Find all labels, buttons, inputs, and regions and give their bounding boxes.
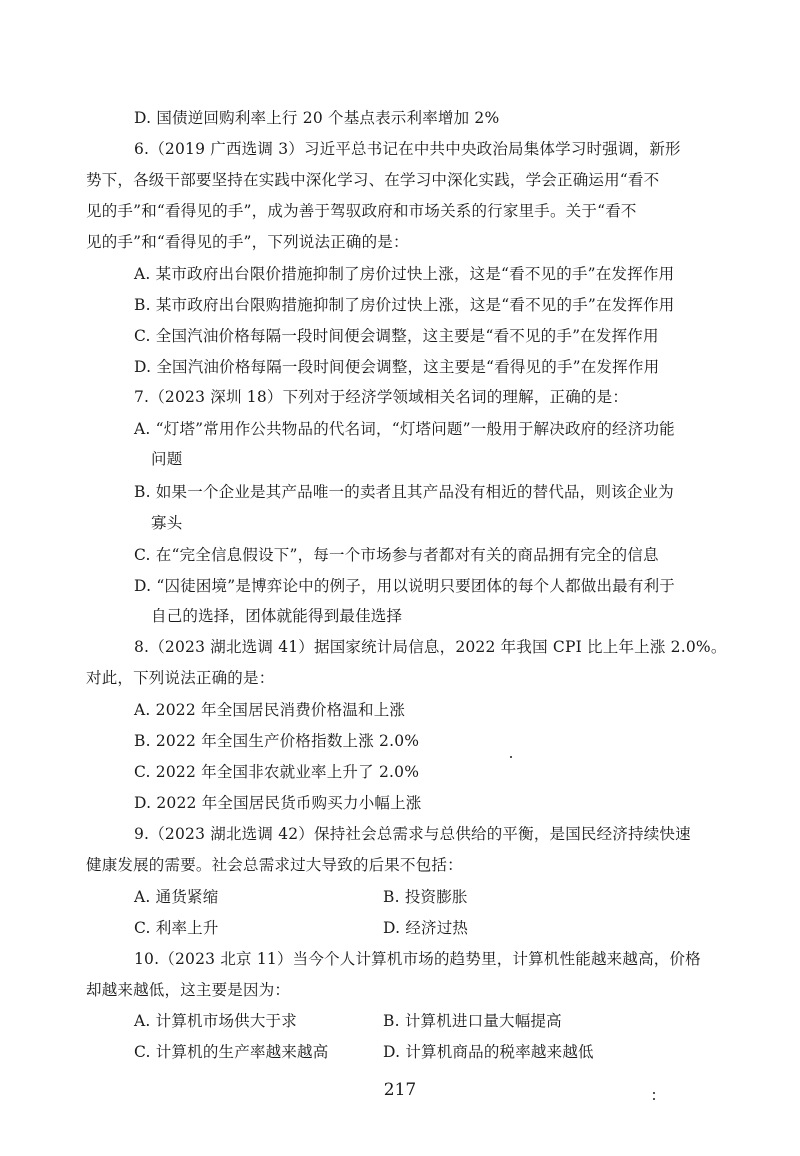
q10-stem-line-1: 10.（2023 北京 11）当今个人计算机市场的趋势里，计算机性能越来越高，价格 xyxy=(134,950,701,968)
q6-stem-line-2: 势下，各级干部要坚持在实践中深化学习、在学习中深化实践，学会正确运用“看不 xyxy=(86,171,660,189)
q9-option-a: A. 通货紧缩 xyxy=(134,888,219,906)
q10-option-c: C. 计算机的生产率越来越高 xyxy=(134,1043,329,1061)
q7-option-b-line-2: 寡头 xyxy=(151,514,183,532)
q8-option-a: A. 2022 年全国居民消费价格温和上涨 xyxy=(134,701,406,719)
q9-option-b: B. 投资膨胀 xyxy=(383,888,468,906)
q10-option-b: B. 计算机进口量大幅提高 xyxy=(383,1012,562,1030)
q6-stem-line-4: 见的手”和“看得见的手”，下列说法正确的是： xyxy=(86,233,409,251)
scan-speck xyxy=(653,1098,655,1100)
q6-stem-line-3: 见的手”和“看得见的手”，成为善于驾驭政府和市场关系的行家里手。关于“看不 xyxy=(86,202,637,220)
q6-option-d: D. 全国汽油价格每隔一段时间便会调整，这主要是“看得见的手”在发挥作用 xyxy=(134,358,660,376)
q8-option-c: C. 2022 年全国非农就业率上升了 2.0% xyxy=(134,763,420,781)
q6-option-c: C. 全国汽油价格每隔一段时间便会调整，这主要是“看不见的手”在发挥作用 xyxy=(134,327,659,345)
q6-option-b: B. 某市政府出台限购措施抑制了房价过快上涨，这是“看不见的手”在发挥作用 xyxy=(134,296,675,314)
q7-option-b-line-1: B. 如果一个企业是其产品唯一的卖者且其产品没有相近的替代品，则该企业为 xyxy=(134,483,674,501)
scan-speck xyxy=(653,1092,655,1094)
q7-option-d-line-1: D. “囚徒困境”是博弈论中的例子，用以说明只要团体的每个人都做出最有利于 xyxy=(134,577,675,595)
q8-option-d: D. 2022 年全国居民货币购买力小幅上涨 xyxy=(134,794,422,812)
prev-question-option-d: D. 国债逆回购利率上行 20 个基点表示利率增加 2% xyxy=(134,109,500,127)
q7-stem: 7.（2023 深圳 18）下列对于经济学领域相关名词的理解，正确的是： xyxy=(134,388,629,406)
q10-stem-line-2: 却越来越低，这主要是因为： xyxy=(86,981,291,999)
q9-stem-line-1: 9.（2023 湖北选调 42）保持社会总需求与总供给的平衡，是国民经济持续快速 xyxy=(134,825,691,843)
page-number: 217 xyxy=(383,1080,417,1100)
q9-option-d: D. 经济过热 xyxy=(383,919,469,937)
q8-stem-line-1: 8.（2023 湖北选调 41）据国家统计局信息，2022 年我国 CPI 比上年上涨 2.0%。 xyxy=(134,638,727,656)
q8-stem-line-2: 对此，下列说法正确的是： xyxy=(86,669,275,687)
q9-option-c: C. 利率上升 xyxy=(134,919,219,937)
q8-option-b: B. 2022 年全国生产价格指数上涨 2.0% xyxy=(134,732,420,750)
q7-option-c: C. 在“完全信息假设下”，每一个市场参与者都对有关的商品拥有完全的信息 xyxy=(134,546,659,564)
q10-option-a: A. 计算机市场供大于求 xyxy=(134,1012,297,1030)
q6-stem-line-1: 6.（2019 广西选调 3）习近平总书记在中共中央政治局集体学习时强调，新形 xyxy=(134,140,681,158)
q7-option-a-line-2: 问题 xyxy=(151,450,183,468)
q6-option-a: A. 某市政府出台限价措施抑制了房价过快上涨，这是“看不见的手”在发挥作用 xyxy=(134,265,675,283)
q7-option-a-line-1: A. “灯塔”常用作公共物品的代名词，“灯塔问题”一般用于解决政府的经济功能 xyxy=(134,420,675,438)
q10-option-d: D. 计算机商品的税率越来越低 xyxy=(383,1043,594,1061)
q9-stem-line-2: 健康发展的需要。社会总需求过大导致的后果不包括： xyxy=(86,856,463,874)
q7-option-d-line-2: 自己的选择，团体就能得到最佳选择 xyxy=(151,607,403,625)
scan-speck xyxy=(510,756,512,758)
